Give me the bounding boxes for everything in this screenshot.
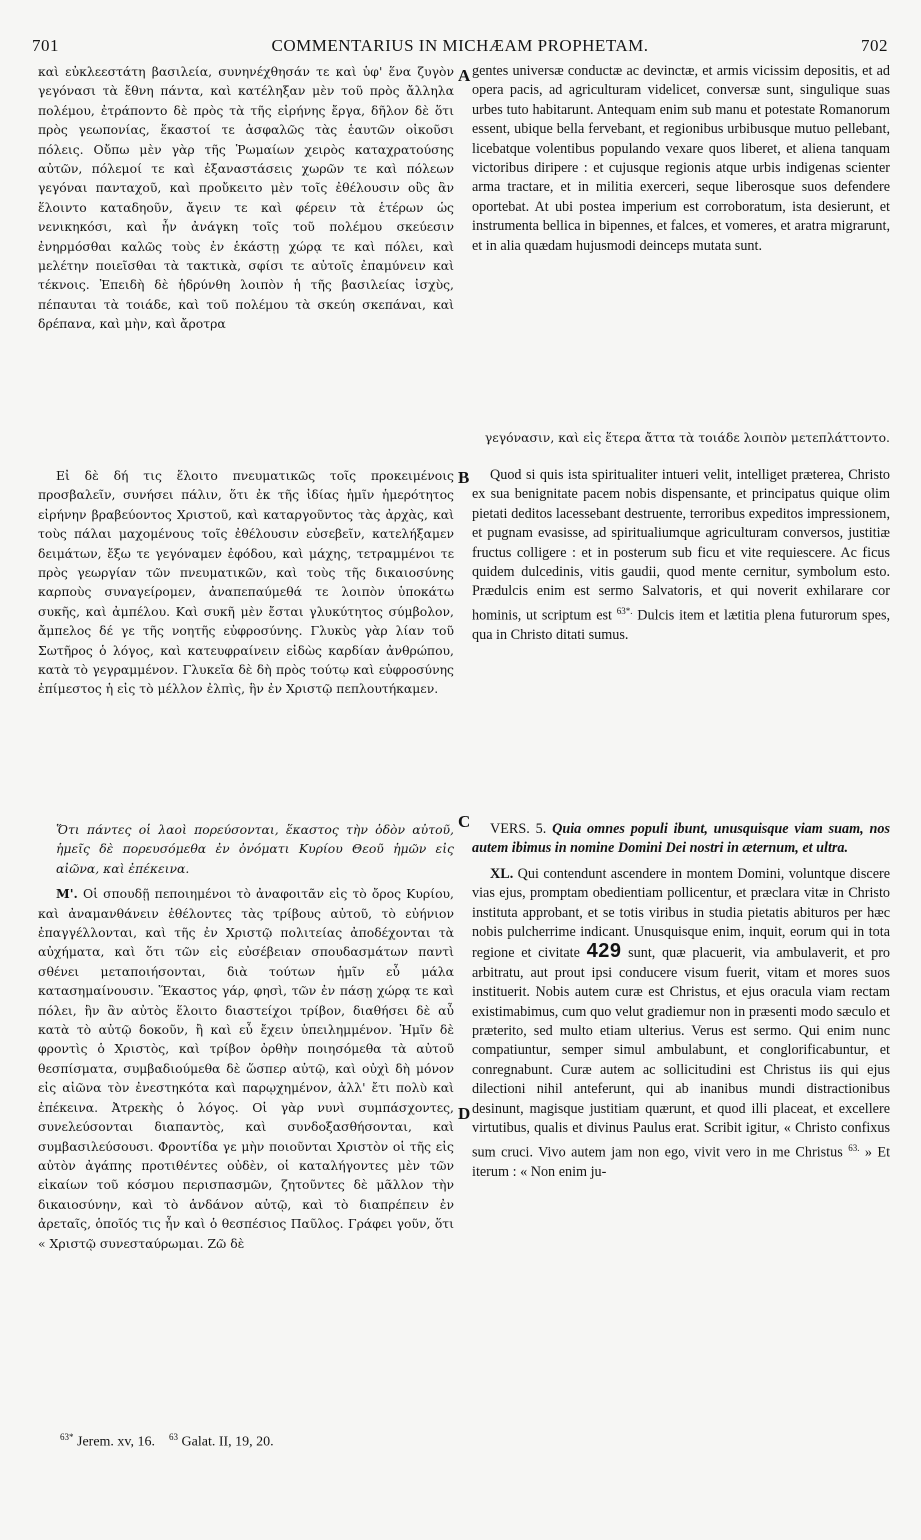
latin-block-b <box>472 466 890 651</box>
running-title: COMMENTARIUS IN MICHÆAM PROPHETAM. <box>271 36 649 55</box>
latin-commentary-text-2: sunt, quæ placuerit, via ambulaverit, et pro arbitratu, aut prout ipsi conducere visum fuerit, vitam et mores suos instituerit. Nobis autem curæ est Christus, et ejus oracula viam rectam existimabimus, cum quo velut gradiemur non in præsenti modo sæculo et præterito, sed multo etiam ulterius. Verus est sermo. Qui enim nunc compatiuntur, semper simul ambulabunt, et conglorificabuntur, et conregnabunt. Curæ autem ac sollicitudini est Christus iis qui ejus dilectioni nihil anteferunt, qui ab inanibus mundi distractionibus desinunt, magisque justitiam quærunt, et quod illi placeat, et excellere virtutibus, qualis et divinus Paulus erat. Scribit igitur, « Christo confixus sum cruci. Vivo autem jam non ego, vivit vero in me Christus <box>472 945 891 1161</box>
latin-paragraph-a: gentes universæ conductæ ac devinctæ, et armis vicissim depositis, et ad opera pacis, ad agriculturam videlicet, conversæ sunt, singulique suas urbes tuto habitarunt. Antequam enim sub manu et potestate Romanorum essent, ubique bella fervebant, et regionibus urbibusque mutuo pellebant, licebatque volentibus populando vexare quos liberet, et aliena tanquam victoribus diripere : et cujusque regionis atque urbis indigenas scienter arma tractare, et in militia exerceri, seque liberosque suos defendere oportebat. At ubi postea imperium est corroboratum, ista desierunt, et instrumenta bellica in bipennes, et falces, et vomeres, et aratra migrarunt, et in alia quædam hujusmodi deinceps mutata sunt. <box>472 63 890 254</box>
footnote-ref-c: 63. <box>848 1142 860 1153</box>
greek-block-a <box>38 62 454 340</box>
latin-text-b-1: Quod si quis ista spiritualiter intueri velit, intelliget præterea, Christo ex sua benignitate pacem nobis dispensante, et principatus quique olim pietati deditos lacessebant destruente, terroribus expeditos impressionem, et pugnam evasisse, ad spiritualiumque agriculturam conversos, justitiæ fructus colligere : et in posterum sub ficu et vite requiescere. Ac ficus quidem dulcedinis, vitis gaudii, quod mente cernitur, symbolum esto. Prædulcis enim est sermo Salvatoris, et qui noverit exhilarare cor hominis, ut scriptum est <box>472 467 890 624</box>
page-number-right: 702 <box>861 36 888 55</box>
greek-block-c <box>38 820 454 1259</box>
latin-commentary-text-3: » Et iterum : « Non enim ju- <box>472 1144 891 1180</box>
greek-paragraph-a: καὶ εὐκλεεστάτη βασιλεία, συνηνέχθησάν τε καὶ ὑφ' ἕνα ζυγὸν γεγόνασι τὰ ἔθνη πάντα, καὶ κατέληξαν μὲν τοῦ πρὸς ἄλληλα πολέμου, ἐτράποντο δὲ πρὸς τὰ τῆς εἰρήνης ἔργα, δῆλον δὲ ὅτι πρὸς γεωπονίας, ἕκαστοί τε ἀσφαλῶς τὰς ἑαυτῶν οἰκοῦσι πόλεις. Οὔπω μὲν γὰρ τῆς Ῥωμαίων χειρὸς καταχρατούσης αὐτῶν, πόλεμοί τε καὶ ἐξαναστάσεις χωρῶν τε καὶ πόλεων γεγόναι πανταχοῦ, καὶ προὔκειτο μὲν τοῖς ἐθέλουσιν οὓς ἂν ἕλοιντο καταδηοῦν, ἄγειν τε καὶ φέρειν τὰ ἑτέρων ὡς νενικηκόσι, καὶ ἦν ἀνάγκη τοῖς τοῦ πολέμου σκεύεσιν ἐνηρμόσθαι καλῶς τοὺς ἐν ἑκάστῃ χώρᾳ τε καὶ πόλει, καὶ μελέτην ποιεῖσθαι τὰ τακτικὰ, σφίσι τε αὐτοῖς ἐπαμύνειν καὶ τέκνοις. Ἐπειδὴ δὲ ἡδρύνθη λοιπὸν ἡ τῆς βασιλείας ἰσχὺς, πέπαυται τὰ τοιάδε, καὶ τοῦ πολέμου τὰ σκεύη σκεπάναι, καὶ δρέπανα, καὶ μὴν, καὶ ἄροτρα <box>38 64 454 332</box>
latin-text-b-2: Dulcis item et lætitia plena futurorum spes, qua in Christo ditati sumus. <box>472 607 891 643</box>
latin-commentary-text-1: Qui contendunt ascendere in montem Domini, voluntque discere vias ejus, promptam obedientiam pollicentur, et præclara vitæ in Christo instituta approbant, et se totis viribus in studia pietatis abituros per hæc nobis pulcherrime indicant. Unusquisque enim, inquit, eorum qui in tota regione et civitate <box>472 865 891 962</box>
latin-verse <box>472 820 890 859</box>
marker-a: A <box>458 66 471 85</box>
greek-block-b <box>38 466 454 705</box>
page-header <box>32 36 888 58</box>
greek-paragraph-b: Εἰ δὲ δή τις ἕλοιτο πνευματικῶς τοῖς προκειμένοις προσβαλεῖν, συνήσει πάλιν, ὅτι ἐκ τῆς ἰδίας ἡμῖν ἡμερότητος εἰρήνην βραβεύοντος Χριστοῦ, καὶ καταργοῦντος τὰς ἀρχὰς, καὶ τοὺς πάλαι μαχομένους τοῖς ἐθέλουσιν εὐσεβεῖν, κατελήξαμεν δειμάτων, ἔξω τε γεγόναμεν ἐφόδου, καὶ μάχης, τετραμμένοι τε πρὸς γεωργίαν τῶν πνευματικῶν, καὶ τοὺς τῆς δικαιοσύνης καρποὺς συναγείρομεν, ἀναπεπαύμεθά τε λοιπὸν ὑποκάτω συκῆς, καὶ ἀμπέλου. Καὶ συκῆ μὲν ἔσται γλυκύτητος σύμβολον, ἄμπελος δέ γε τῆς νοητῆς εὐφροσύνης. Γλυκὺς γὰρ λίαν τοῦ Σωτῆρος ὁ λόγος, καὶ κατευφραίνειν εἰδὼς καρδίαν ἀνθρώπου, κατὰ τὸ γεγραμμένον. Γλυκεῖα δὲ δὴ πρὸς τούτῳ καὶ εὐφροσύνης ἐπίμεστος ἡ εἰς τὸ μέλλον ἐλπὶς, ἣν ἐν Χριστῷ πεπλουτήκαμεν. <box>38 468 454 697</box>
footnote-2-text: Galat. II, 19, 20. <box>181 1434 274 1450</box>
latin-verse-text: Quia omnes populi ibunt, unusquisque viam suam, nos autem ibimus in nomine Domini Dei nostri in æternum, et ultra. <box>472 821 890 857</box>
marker-c: C <box>458 812 471 831</box>
greek-commentary-text: Οἱ σπουδῇ πεποιημένοι τὸ ἀναφοιτᾶν εἰς τὸ ὄρος Κυρίου, καὶ ἀναμανθάνειν ἐθέλοντες τὰς τρίβους αὐτοῦ, τὸ εὐήνιον ἐπαγγέλλονται, καὶ τῆς ἐν Χριστῷ πολιτείας ἀποδέχονται τὰ αὐχήματα, καὶ ὅτι τῶν εἰς εὐσέβειαν σπουδασμάτων παντὶ σθένει μεταποιήσονται, διὰ τούτων ἡμῖν εὖ μάλα κατασημαίνουσιν. Ἕκαστος γάρ, φησὶ, τῶν ἐν πάσῃ χώρᾳ τε καὶ πόλει, ἣν ἂν αὐτὸς ἕλοιτο διαστείχοι τρίβον, διαθήσει δὲ αὖ κατὰ τὸ αὐτῷ δοκοῦν, ἢ καὶ εὖ ἔχειν ὑπειλημμένον. Ἡμῖν δὲ φροντὶς ὁ Χριστὸς, καὶ τρίβον ὀρθὴν ποιησόμεθα τὰ αὐτοῦ θεσπίσματα, συμβαδιούμεθα δὲ ὥσπερ αὐτῷ, καὶ οὐχὶ δὴ μόνον εἰς αἰῶνα τὸν ἐνεστηκότα καὶ παρῳχημένον, ἀλλ' ἔτι πολὺ καὶ ἐπέκεινα. Ἀτρεκὴς ὁ λόγος. Οἱ γὰρ νυνὶ συμπάσχοντες, συνελεύσονται διαπαντὸς, καὶ συνδοξασθήσονται, καὶ συμβασιλεύσουσι. Φροντίδα γε μὴν ποιοῦνται Χριστὸν οἱ τῆς εἰς αὐτὸν ἀγάπης προτιθέντες οὐδὲν, οἱ καταλήγοντες μὲν τῶν εἰκαίων τοῦ κόσμου περισπασμῶν, ζητοῦντες δὲ μᾶλλον τὴν δικαιοσύνην, καὶ τὸ ἁνδάνον αὐτῷ, καὶ τὸ διαπρέπειν ἐν ἀρεταῖς, ὁποῖός τις ἦν καὶ ὁ θεσπέσιος Παῦλος. Γράφει γοῦν, ὅτι « Χριστῷ συνεσταύρωμαι. Ζῶ δὲ <box>38 886 454 1251</box>
greek-commentary <box>38 884 454 1253</box>
marker-d: D <box>458 1104 471 1123</box>
footnote-1-number: 63* <box>60 1432 74 1442</box>
edition-page-number: 429 <box>586 940 622 963</box>
verse-label: VERS. 5. <box>490 821 547 837</box>
footnote-ref-b: 63*. <box>616 605 633 616</box>
footnote-1-text: Jerem. xv, 16. <box>77 1434 156 1450</box>
greek-verse: Ὅτι πάντες οἱ λαοὶ πορεύσονται, ἕκαστος τὴν ὁδὸν αὐτοῦ, ἡμεῖς δὲ πορευσόμεθα ἐν ὀνόματι Κυρίου Θεοῦ ἡμῶν εἰς αἰῶνα, καὶ ἐπέκεινα. <box>56 822 454 876</box>
latin-block-a <box>472 62 890 262</box>
latin-block-c <box>472 820 890 1188</box>
footnotes <box>60 1432 274 1451</box>
marker-b: B <box>458 468 470 487</box>
latin-commentary <box>472 865 890 1182</box>
page-number-left: 701 <box>32 36 59 55</box>
latin-section-number: XL. <box>490 865 514 882</box>
greek-section-number: Μ'. <box>56 886 78 902</box>
latin-paragraph-b <box>472 466 890 645</box>
footnote-2-number: 63 <box>169 1432 179 1442</box>
greek-wide-continuation: γεγόνασιν, καὶ εἰς ἕτερα ἄττα τὰ τοιάδε λοιπὸν μετεπλάττοντο. <box>484 430 890 445</box>
